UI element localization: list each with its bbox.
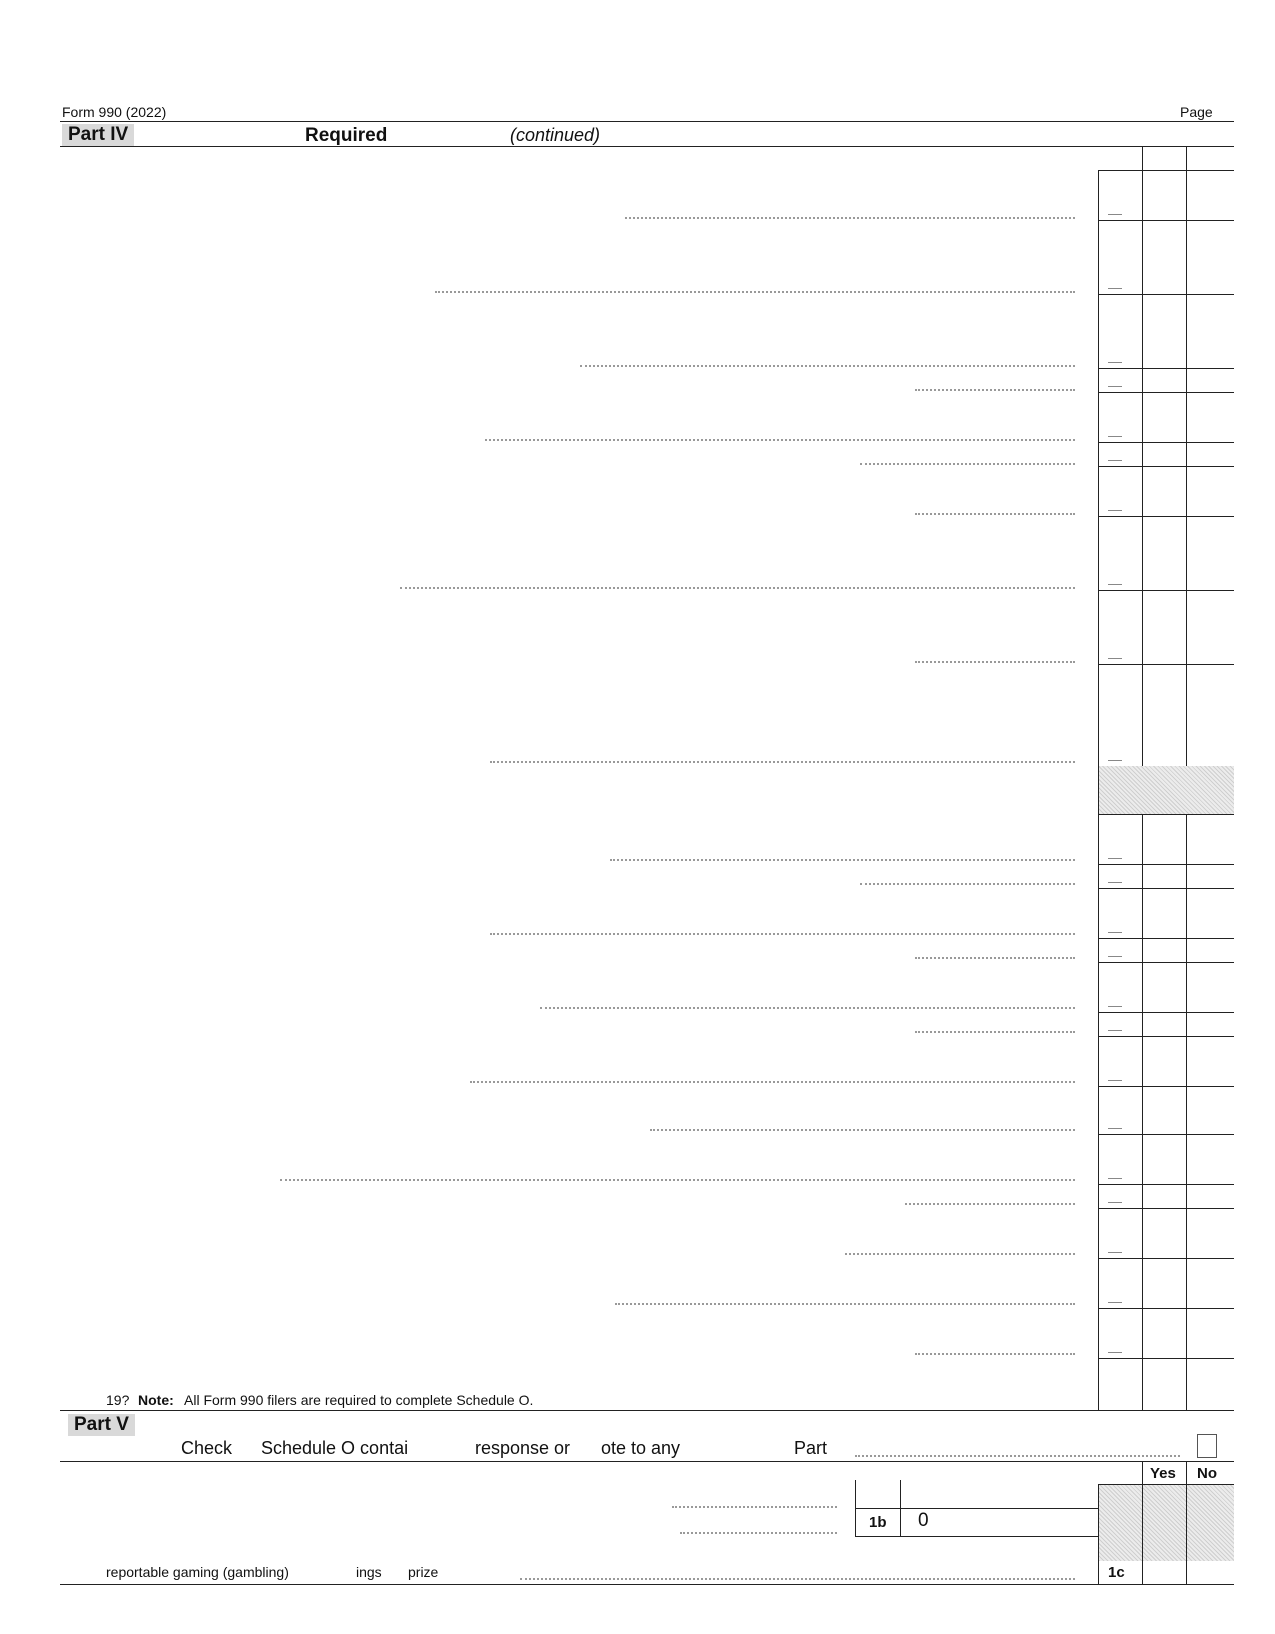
line-number-mark (1108, 386, 1122, 387)
grid-row-rule (1098, 1134, 1234, 1135)
line-number-mark (1108, 1006, 1122, 1007)
shaded-cells-part4 (1099, 766, 1234, 814)
leader-dots (915, 389, 1075, 391)
line-number-mark (1108, 1178, 1122, 1179)
part-v-instr-leader (855, 1455, 1180, 1457)
shaded-cells-part5-1c (1187, 1485, 1234, 1561)
part-v-schedule-o-checkbox[interactable] (1197, 1434, 1217, 1458)
part-iv-continued: (continued) (510, 125, 601, 145)
part-v-top-rule (60, 1410, 1234, 1411)
line-1b-leader (680, 1532, 837, 1534)
line-1c-text-b: ings (356, 1564, 382, 1580)
line-number-mark (1108, 1080, 1122, 1081)
part-v-label: Part V (68, 1414, 135, 1436)
line-number-mark (1108, 362, 1122, 363)
line-1c-text-a: reportable gaming (gambling) (106, 1564, 289, 1580)
part-v-instr-check: Check (181, 1438, 233, 1458)
grid-row-rule (1098, 1012, 1234, 1013)
leader-dots (610, 859, 1075, 861)
part-v-instr-schedule: Schedule O contai (261, 1438, 409, 1458)
line-1a-leader (672, 1506, 837, 1508)
leader-dots (280, 1179, 1075, 1181)
grid-row-rule (1098, 814, 1234, 815)
line-1b-box-bottom (855, 1536, 1098, 1537)
line-number-mark (1108, 956, 1122, 957)
yes-column-header: Yes (1150, 1465, 1176, 1482)
line-number-mark (1108, 288, 1122, 289)
leader-dots (915, 513, 1075, 515)
leader-dots (485, 439, 1075, 441)
grid-row-rule (1098, 392, 1234, 393)
line-1c-text-c: prize (408, 1564, 439, 1580)
line-number-mark (1108, 932, 1122, 933)
part-v-bottom-rule (60, 1584, 1234, 1585)
line-number-mark (1108, 658, 1122, 659)
line-number-mark (1108, 760, 1122, 761)
leader-dots (915, 661, 1075, 663)
grid-row-rule (1098, 888, 1234, 889)
page-label: Page (1180, 104, 1213, 120)
part-iv-rule (60, 146, 1234, 147)
leader-dots (615, 1303, 1075, 1305)
line-number-mark (1108, 436, 1122, 437)
grid-row-rule (1098, 220, 1234, 221)
line-19-note-text: All Form 990 filers are required to complete Schedule O. (184, 1392, 534, 1408)
shaded-cells-part5-1a (1099, 1485, 1142, 1561)
grid-row-rule (1098, 590, 1234, 591)
shaded-cells-part5-1b (1143, 1485, 1186, 1561)
leader-dots (915, 1031, 1075, 1033)
part-v-instr-note: ote to any (601, 1438, 681, 1458)
line-number-mark (1108, 1352, 1122, 1353)
line-number-mark (1108, 214, 1122, 215)
leader-dots (490, 761, 1075, 763)
grid-row-rule (1098, 466, 1234, 467)
line-number-mark (1108, 510, 1122, 511)
leader-dots (490, 933, 1075, 935)
leader-dots (915, 1353, 1075, 1355)
line-1b-label: 1b (869, 1514, 887, 1531)
leader-dots (435, 291, 1075, 293)
grid-row-rule (1098, 938, 1234, 939)
grid-row-rule (1098, 1358, 1234, 1359)
leader-dots (860, 463, 1075, 465)
grid-row-rule (1098, 1208, 1234, 1209)
leader-dots (470, 1081, 1075, 1083)
grid-row-rule (1098, 1308, 1234, 1309)
grid-top-rule (1098, 170, 1234, 171)
line-19-note-label: Note: (138, 1392, 174, 1408)
grid-row-rule (1098, 962, 1234, 963)
line-number-mark (1108, 1030, 1122, 1031)
line-1b-value[interactable]: 0 (918, 1510, 929, 1531)
part-v-head-rule (60, 1461, 1234, 1462)
no-column-header: No (1197, 1465, 1217, 1482)
line-1c-leader (520, 1578, 1075, 1580)
leader-dots (625, 217, 1075, 219)
grid-row-rule (1098, 1086, 1234, 1087)
line-number-mark (1108, 858, 1122, 859)
form-title: Form 990 (2022) (62, 104, 167, 120)
leader-dots (400, 587, 1075, 589)
line-number-mark (1108, 1128, 1122, 1129)
grid-row-rule (1098, 664, 1234, 665)
leader-dots (580, 365, 1075, 367)
line-number-mark (1108, 460, 1122, 461)
line-1c-label: 1c (1108, 1564, 1125, 1581)
part-iv-title: Required (305, 125, 388, 146)
leader-dots (860, 883, 1075, 885)
grid-row-rule (1098, 1184, 1234, 1185)
grid-row-rule (1098, 1036, 1234, 1037)
leader-dots (540, 1007, 1075, 1009)
leader-dots (915, 957, 1075, 959)
line-number-mark (1108, 584, 1122, 585)
line-19-number: 19? (106, 1392, 130, 1408)
grid-row-rule (1098, 294, 1234, 295)
grid-row-rule (1098, 442, 1234, 443)
part-v-instr-part: Part (794, 1438, 828, 1458)
grid-row-rule (1098, 864, 1234, 865)
line-number-mark (1108, 1202, 1122, 1203)
leader-dots (845, 1253, 1075, 1255)
line-number-mark (1108, 1302, 1122, 1303)
part-iv-label: Part IV (62, 124, 134, 146)
grid-row-rule (1098, 516, 1234, 517)
grid-row-rule (1098, 1258, 1234, 1259)
grid-row-rule (1098, 368, 1234, 369)
line-number-mark (1108, 1252, 1122, 1253)
leader-dots (650, 1129, 1075, 1131)
line-number-mark (1108, 882, 1122, 883)
header-rule (60, 121, 1234, 122)
leader-dots (905, 1203, 1075, 1205)
part-v-instr-response: response or (475, 1438, 571, 1458)
line-1b-box-top (855, 1508, 1098, 1509)
